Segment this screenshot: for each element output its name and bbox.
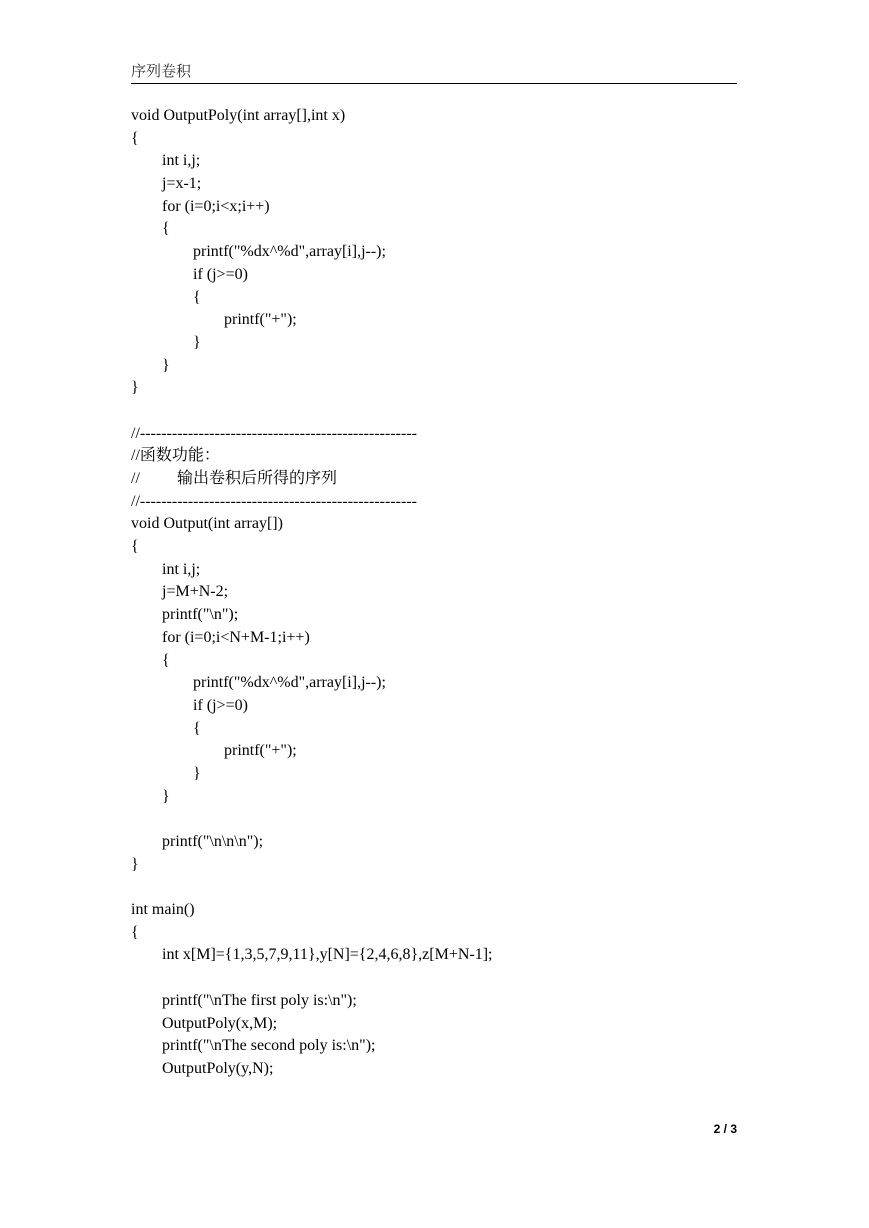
code-line [131,740,741,763]
code-line-text: } [131,379,139,397]
code-line [131,513,741,536]
code-line-text: printf("%dx^%d",array[i],j--); [193,243,386,261]
code-line-text: } [162,356,170,374]
code-line [131,355,741,378]
code-listing [131,105,741,1081]
code-line [131,695,741,718]
code-line-text: //---------------------------------------------------- [131,492,417,510]
code-line [131,581,741,604]
code-line-text: int i,j; [162,152,201,170]
code-line-text: { [162,220,170,238]
code-line-text: printf("\n"); [162,606,239,624]
code-line-text: { [131,538,139,556]
code-line [131,899,741,922]
code-line [131,627,741,650]
code-line-text: { [193,719,201,737]
code-line-text: for (i=0;i<N+M-1;i++) [162,628,310,646]
code-line [131,831,741,854]
code-line-text: printf("%dx^%d",array[i],j--); [193,674,386,692]
code-line [131,990,741,1013]
page-header [131,62,737,84]
code-line [131,196,741,219]
document-title: 序列卷积 [131,64,192,80]
code-line [131,128,741,151]
code-line [131,763,741,786]
code-line [131,922,741,945]
code-line [131,876,741,899]
code-line [131,786,741,809]
code-line [131,718,741,741]
code-line [131,445,741,468]
code-line [131,264,741,287]
code-line-text: printf("+"); [224,742,297,760]
code-line [131,672,741,695]
code-line [131,468,741,491]
code-line [131,808,741,831]
code-line [131,1058,741,1081]
code-line [131,287,741,310]
code-line-text: { [162,651,170,669]
code-line [131,536,741,559]
code-line [131,491,741,514]
code-line-text: j=M+N-2; [162,583,229,601]
code-line-text: OutputPoly(y,N); [162,1059,274,1077]
code-line [131,218,741,241]
code-line [131,105,741,128]
code-line-text: printf("\n\n\n"); [162,833,264,850]
code-line-text: { [131,129,139,147]
code-line-text: int i,j; [162,560,201,578]
code-line [131,377,741,400]
code-line [131,944,741,967]
code-line-text: // [131,470,140,487]
code-line-text: for (i=0;i<x;i++) [162,197,270,215]
code-line [131,150,741,173]
code-line [131,604,741,627]
code-line [131,173,741,196]
code-line [131,309,741,332]
code-line-text: int x[M]={1,3,5,7,9,11},y[N]={2,4,6,8},z[M+N-1]; [162,946,493,964]
code-line-text: void OutputPoly(int array[],int x) [131,107,346,124]
code-line [131,400,741,423]
code-line [131,559,741,582]
code-line-text: void Output(int array[]) [131,515,283,533]
code-line-text: printf("\nThe second poly is:\n"); [162,1037,376,1055]
code-line-text: if (j>=0) [193,265,248,283]
code-line-text: } [162,787,170,805]
code-line-text: } [193,764,201,782]
code-line-text: } [131,855,139,873]
code-line [131,854,741,877]
code-line [131,1035,741,1058]
code-line-text: printf("+"); [224,311,297,329]
code-line-text: OutputPoly(x,M); [162,1014,278,1032]
code-line-text: } [193,333,201,351]
code-line-text: int main() [131,901,195,919]
code-line [131,241,741,264]
code-line-text: { [193,288,201,306]
code-comment-text: 输出卷积后所得的序列 [177,470,338,487]
code-line-text: { [131,923,139,941]
code-line [131,332,741,355]
page-number: 2 / 3 [713,1122,737,1136]
code-line-text: //函数功能： [131,447,220,465]
code-line-text: if (j>=0) [193,696,248,714]
code-line-text: //---------------------------------------------------- [131,424,417,442]
code-line [131,967,741,990]
code-line [131,1013,741,1036]
code-line-text: j=x-1; [162,175,202,193]
code-line [131,650,741,673]
code-line-text: printf("\nThe first poly is:\n"); [162,991,357,1009]
code-line [131,423,741,446]
